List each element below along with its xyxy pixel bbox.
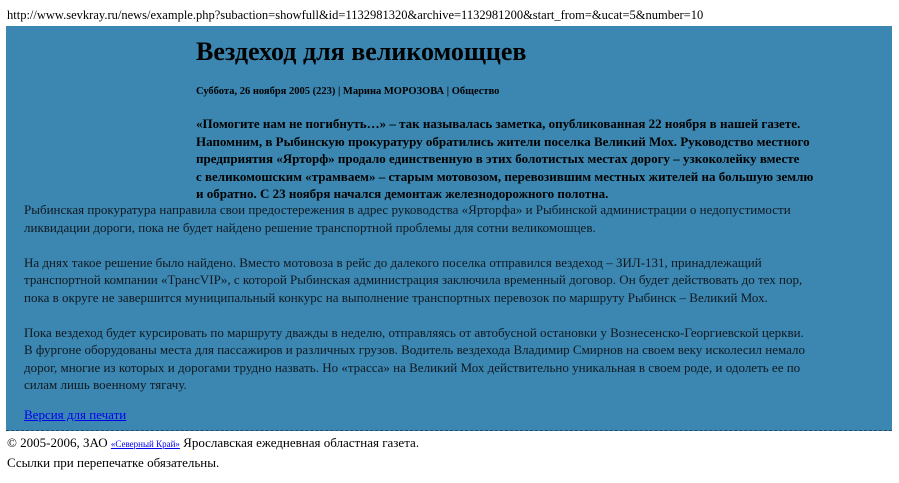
lead-line: и обратно. С 23 ноября начался демонтаж железнодорожного полотна. (196, 186, 609, 201)
body-line: транспортной компании «ТрансVIP», с которой Рыбинская администрация заключила временный договор. Он будет действовать до тех пор, (24, 272, 803, 287)
body-paragraph (24, 201, 890, 236)
body-line: дорог, многие из которых и дорогами трудно назвать. Но «трасса» на Великий Мох действительно уникальная в своем роде, и одолеть ее по (24, 359, 801, 375)
article-block (6, 26, 892, 431)
article-body (24, 201, 890, 411)
body-line: В фургоне оборудованы места для пассажиров и различных грузов. Водитель вездехода Владимир Смирнов на своем веку исколесил немало (24, 342, 806, 357)
article-lead (196, 115, 888, 203)
page-url: http://www.sevkray.ru/news/example.php?subaction=showfull&id=1132981320&archive=1132981200&start_from=&ucat=5&number=10 (7, 8, 704, 22)
page-footer (7, 434, 419, 471)
company-link[interactable]: «Северный Край» (110, 439, 180, 449)
body-line: Рыбинская прокуратура направила свои предостережения в адрес руководства «Ярторфа» и Рыбинской администрации о недопустимости (24, 202, 791, 217)
article-title: Вездеход для великомощцев (196, 37, 527, 66)
article-meta: Суббота, 26 ноября 2005 (223) | Марина МОРОЗОВА | Общество (196, 86, 500, 97)
lead-line: с великомошским «трамваем» – старым мотовозом, перевозившим местных жителей на большую землю (196, 168, 814, 184)
body-line: Пока вездеход будет курсировать по маршруту дважды в неделю, отправляясь от автобусной остановки у Вознесенско-Георгиевской церкви. (24, 324, 804, 340)
body-line: ликвидации дороги, пока не будет найдено решение транспортной проблемы для сотни великомошцев. (24, 219, 596, 235)
print-version-link[interactable]: Версия для печати (24, 407, 127, 422)
copyright-suffix: Ярославская ежедневная областная газета. (179, 435, 420, 450)
lead-line: Напомним, в Рыбинскую прокуратуру обратились жители поселка Великий Мох. Руководство местного (196, 133, 810, 149)
lead-line: «Помогите нам не погибнуть…» – так называлась заметка, опубликованная 22 ноября в нашей газете. (196, 116, 801, 131)
body-paragraph (24, 254, 890, 307)
body-line: пока в округе не завершится муниципальный конкурс на выполнение транспортных перевозок по маршруту Рыбинск – Великий Мох. (24, 289, 768, 305)
lead-line: предприятия «Ярторф» продало единственную в этих болотистых местах дорогу – узкоколейку вместе (196, 151, 800, 166)
body-line: силам лишь военному тягачу. (24, 377, 187, 392)
copyright-prefix: © 2005-2006, ЗАО (7, 435, 111, 450)
body-paragraph (24, 324, 890, 394)
body-line: На днях такое решение было найдено. Вместо мотовоза в рейс до далекого поселка отправился вездеход – ЗИЛ-131, принадлежащий (24, 254, 762, 270)
footer-notice: Ссылки при перепечатке обязательны. (7, 454, 220, 470)
footer-copyright (7, 434, 419, 454)
